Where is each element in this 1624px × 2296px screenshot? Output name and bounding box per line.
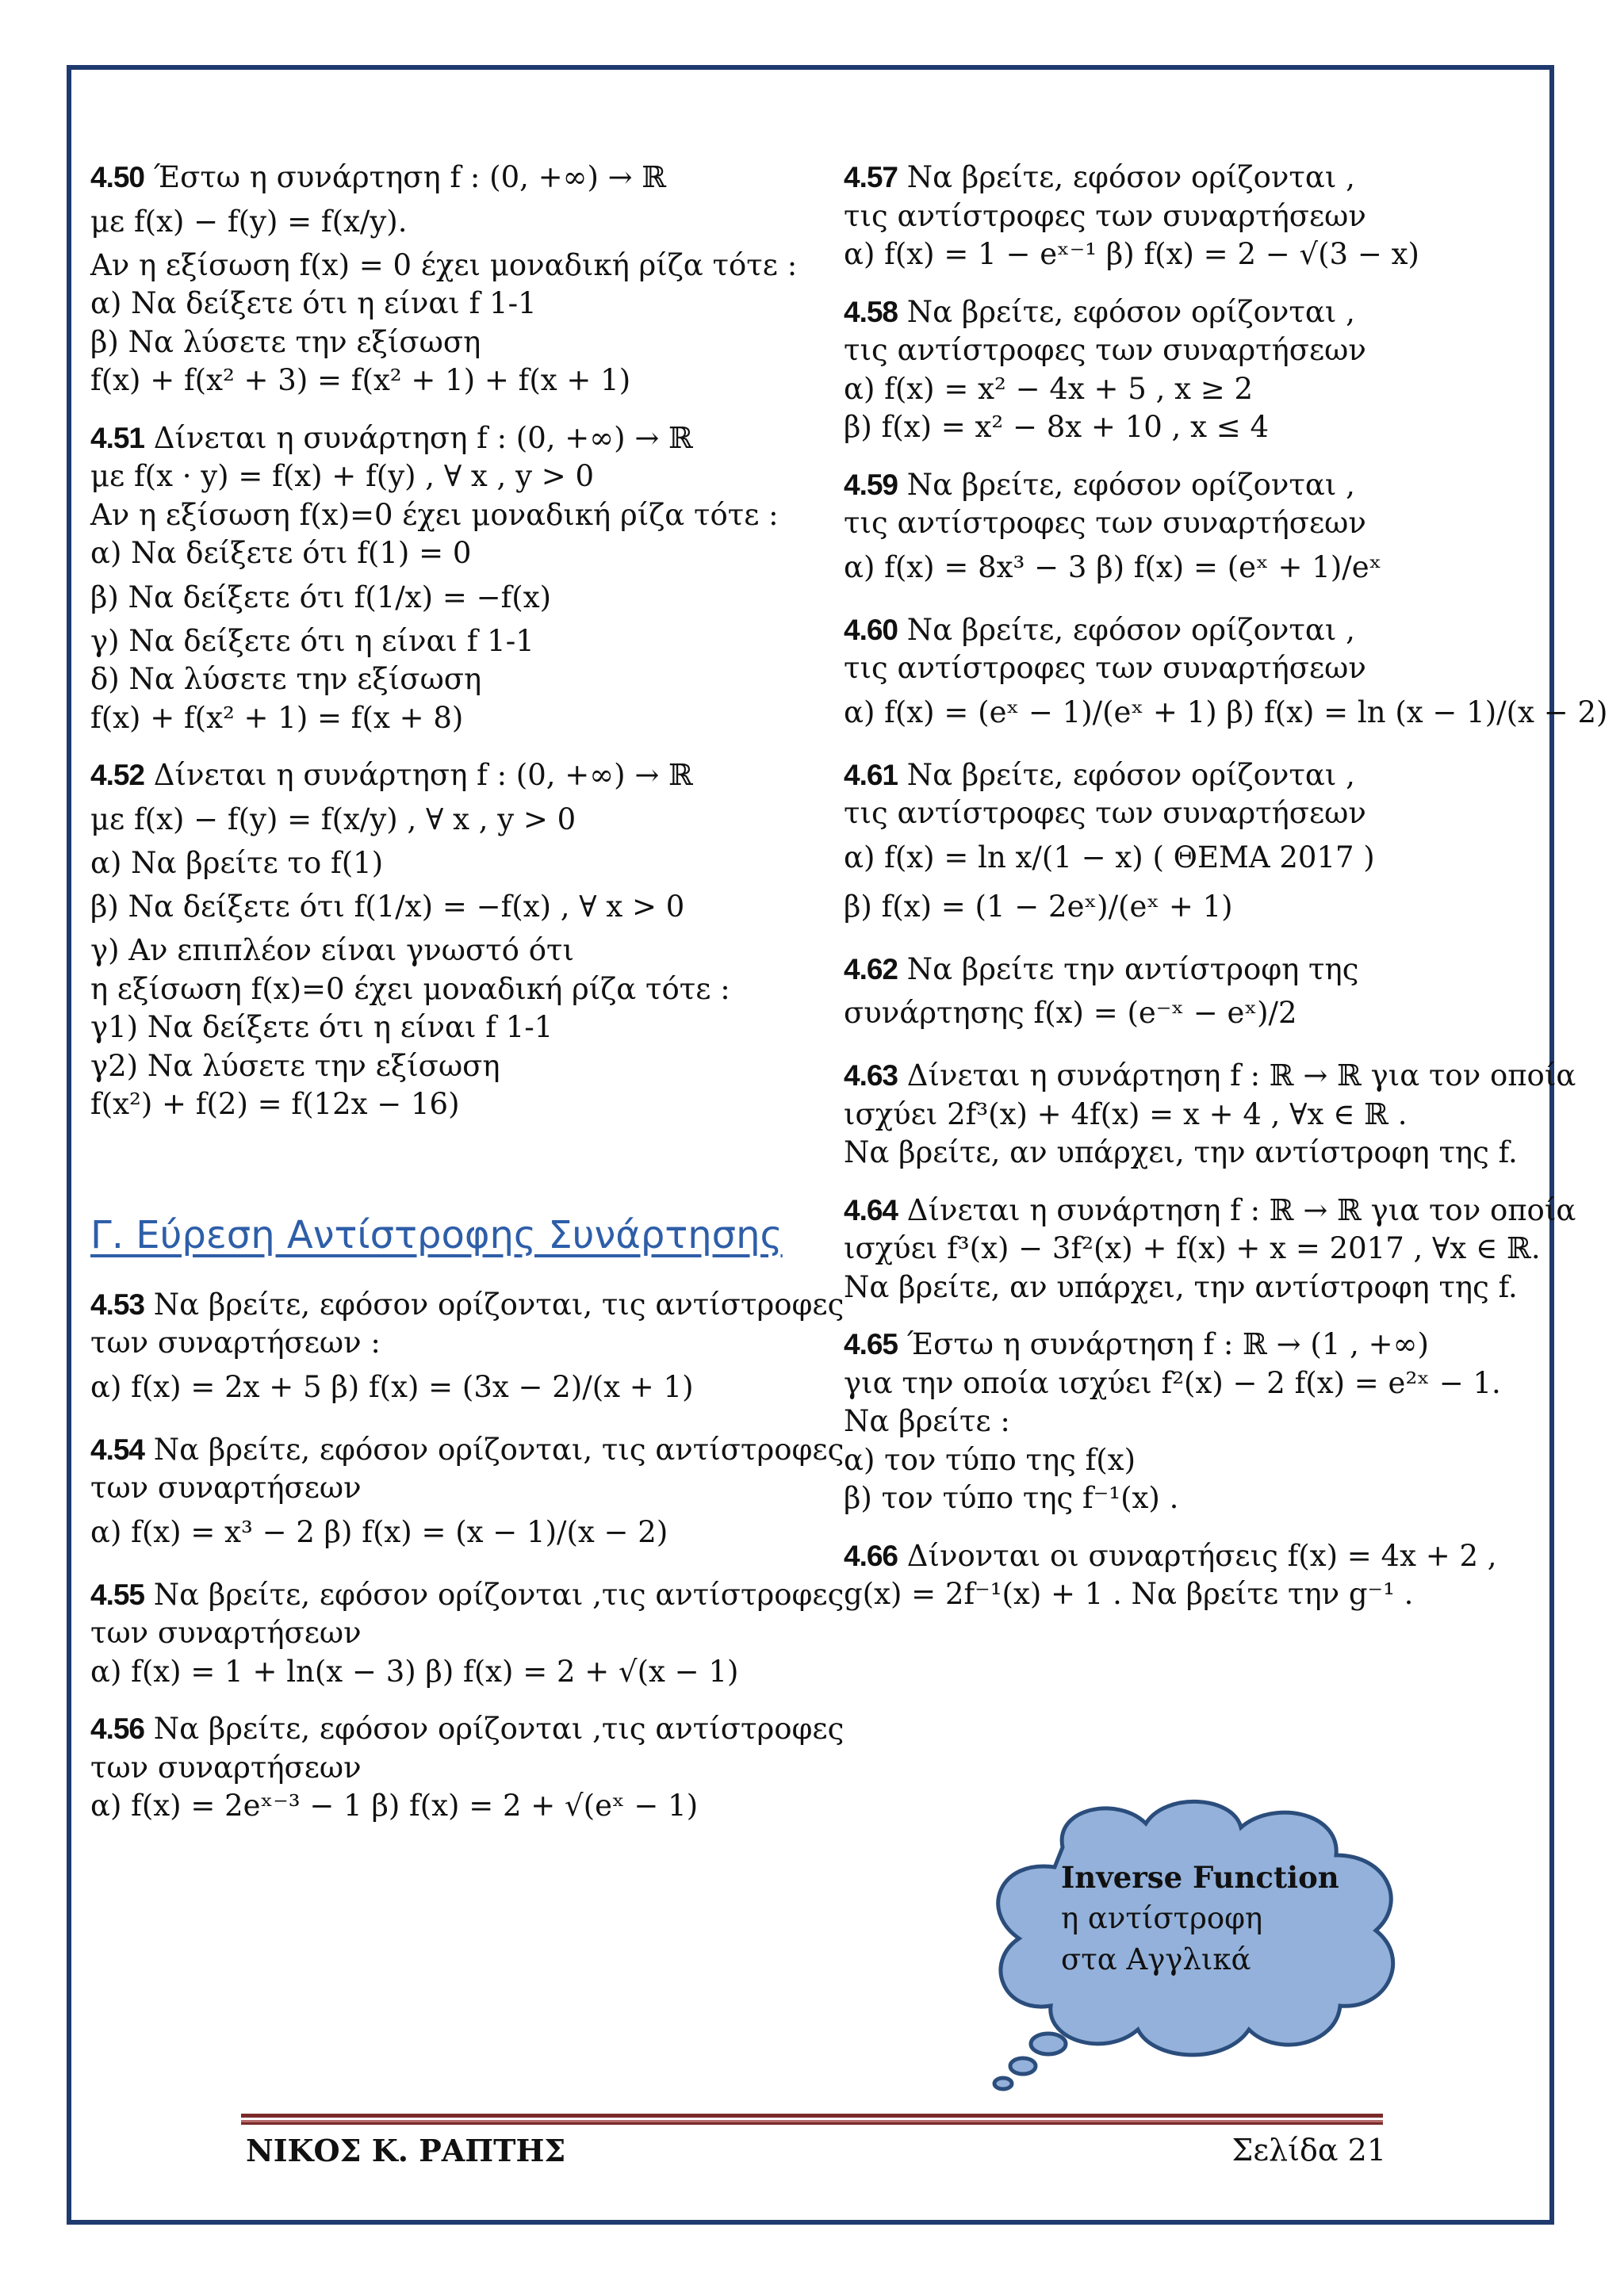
exercise-line: β) τον τύπο της f⁻¹(x) . (844, 1481, 1179, 1515)
exercise-line: α) f(x) = 1 + ln(x − 3) β) f(x) = 2 + √(x − 1) (90, 1654, 739, 1689)
exercise-line: g(x) = 2f⁻¹(x) + 1 . Να βρείτε την g⁻¹ . (844, 1577, 1414, 1611)
exercise-line: Αν η εξίσωση f(x) = 0 έχει μοναδική ρίζα τότε : (90, 247, 798, 282)
exercise-4-59 (844, 466, 1526, 592)
cloud-text (1061, 1857, 1339, 1980)
exercise-4-60 (844, 611, 1608, 737)
exercise-4-64 (844, 1192, 1576, 1307)
exercise-number: 4.66 (844, 1539, 898, 1572)
exercise-line: β) Να δείξετε ότι f(1/x) = −f(x) (90, 580, 552, 614)
exercise-line: για την οποία ισχύει f²(x) − 2 f(x) = e²ˣ − 1. (844, 1365, 1501, 1400)
exercise-4-54 (90, 1431, 845, 1557)
exercise-4-56 (90, 1710, 845, 1826)
exercise-4-57 (844, 159, 1526, 274)
exercise-line: τις αντίστροφες των συναρτήσεων (844, 198, 1366, 233)
exercise-line: η εξίσωση f(x)=0 έχει μοναδική ρίζα τότε : (90, 971, 730, 1006)
exercise-number: 4.65 (844, 1328, 898, 1360)
exercise-number: 4.62 (844, 952, 898, 985)
exercise-line: β) f(x) = (1 − 2eˣ)/(eˣ + 1) (844, 889, 1233, 924)
exercise-text: Έστω η συνάρτηση f : ℝ → (1 , +∞) (898, 1327, 1429, 1361)
exercise-line: α) f(x) = 2x + 5 β) f(x) = (3x − 2)/(x + 1) (90, 1369, 694, 1404)
exercise-text: Να βρείτε την αντίστροφη της (898, 951, 1359, 986)
exercise-line: των συναρτήσεων (90, 1471, 362, 1505)
exercise-line: α) f(x) = 1 − eˣ⁻¹ β) f(x) = 2 − √(3 − x) (844, 237, 1419, 271)
section-title: Γ. Εύρεση Αντίστροφης Συνάρτησης (90, 1212, 783, 1257)
exercise-line: α) Να βρείτε το f(1) (90, 845, 384, 880)
exercise-line: α) f(x) = ln x/(1 − x) ( ΘΕΜΑ 2017 ) (844, 840, 1375, 874)
exercise-line: β) Να λύσετε την εξίσωση (90, 324, 481, 359)
exercise-4-52 (90, 756, 804, 1124)
exercise-line: ισχύει 2f³(x) + 4f(x) = x + 4 , ∀x ∈ ℝ . (844, 1096, 1408, 1131)
exercise-number: 4.57 (844, 161, 898, 193)
exercise-line: γ2) Να λύσετε την εξίσωση (90, 1048, 500, 1083)
exercise-number: 4.51 (90, 421, 145, 454)
exercise-line: γ1) Να δείξετε ότι η είναι f 1-1 (90, 1010, 553, 1044)
exercise-line: με f(x · y) = f(x) + f(y) , ∀ x , y > 0 (90, 459, 595, 493)
exercise-number: 4.58 (844, 295, 898, 328)
footer-author: ΝΙΚΟΣ Κ. ΡΑΠΤΗΣ (246, 2133, 566, 2168)
exercise-text: Να βρείτε, εφόσον ορίζονται ,τις αντίστροφες (144, 1712, 845, 1746)
exercise-line: με f(x) − f(y) = f(x/y). (90, 204, 408, 239)
exercise-text: Να βρείτε, εφόσον ορίζονται , (898, 757, 1355, 792)
exercise-number: 4.61 (844, 758, 898, 791)
exercise-4-50 (90, 159, 804, 400)
exercise-line: των συναρτήσεων (90, 1616, 362, 1650)
footer-page-number: Σελίδα 21 (1231, 2133, 1386, 2168)
exercise-line: f(x) + f(x² + 1) = f(x + 8) (90, 700, 464, 735)
exercise-line: f(x²) + f(2) = f(12x − 16) (90, 1087, 460, 1121)
exercise-line: τις αντίστροφες των συναρτήσεων (844, 796, 1366, 830)
exercise-line: με f(x) − f(y) = f(x/y) , ∀ x , y > 0 (90, 802, 576, 836)
exercise-number: 4.55 (90, 1578, 145, 1611)
footer-divider (241, 2114, 1383, 2125)
cloud-line: η αντίστροφη (1061, 1901, 1263, 1935)
exercise-4-62 (844, 951, 1526, 1039)
exercise-text: Δίνονται οι συναρτήσεις f(x) = 4x + 2 , (898, 1538, 1497, 1573)
exercise-line: Να βρείτε : (844, 1404, 1010, 1438)
exercise-line: Να βρείτε, αν υπάρχει, την αντίστροφη της f. (844, 1135, 1518, 1169)
exercise-line: τις αντίστροφες των συναρτήσεων (844, 506, 1366, 540)
left-column (90, 159, 845, 1845)
exercise-number: 4.56 (90, 1712, 145, 1745)
exercise-4-65 (844, 1326, 1526, 1518)
exercise-text: Να βρείτε, εφόσον ορίζονται ,τις αντίστροφες (144, 1577, 845, 1612)
exercise-line: β) Να δείξετε ότι f(1/x) = −f(x) , ∀ x > 0 (90, 890, 685, 924)
exercise-number: 4.64 (844, 1193, 898, 1226)
exercise-line: β) f(x) = x² − 8x + 10 , x ≤ 4 (844, 410, 1269, 444)
exercise-text: Δίνεται η συνάρτηση f : (0, +∞) → ℝ (144, 758, 693, 792)
exercise-number: 4.60 (844, 613, 898, 646)
exercise-4-58 (844, 293, 1526, 447)
exercise-4-66 (844, 1537, 1526, 1614)
exercise-line: α) f(x) = 8x³ − 3 β) f(x) = (eˣ + 1)/eˣ (844, 549, 1382, 584)
exercise-text: Να βρείτε, εφόσον ορίζονται, τις αντίστροφες (144, 1287, 845, 1322)
exercise-line: α) τον τύπο της f(x) (844, 1442, 1136, 1477)
exercise-number: 4.54 (90, 1433, 145, 1466)
exercise-text: Έστω η συνάρτηση f : (0, +∞) → ℝ (144, 160, 667, 194)
exercise-line: Να βρείτε, αν υπάρχει, την αντίστροφη της f. (844, 1269, 1518, 1304)
exercise-line: f(x) + f(x² + 3) = f(x² + 1) + f(x + 1) (90, 363, 631, 397)
right-column (844, 159, 1608, 1633)
exercise-text: Να βρείτε, εφόσον ορίζονται , (898, 612, 1355, 647)
exercise-line: Αν η εξίσωση f(x)=0 έχει μοναδική ρίζα τότε : (90, 497, 779, 532)
exercise-line: γ) Να δείξετε ότι η είναι f 1-1 (90, 623, 534, 658)
exercise-4-51 (90, 419, 804, 738)
cloud-line-english: Inverse Function (1061, 1860, 1339, 1895)
exercise-text: Δίνεται η συνάρτηση f : (0, +∞) → ℝ (144, 420, 693, 455)
exercise-4-55 (90, 1576, 845, 1692)
exercise-line: τις αντίστροφες των συναρτήσεων (844, 651, 1366, 685)
exercise-text: Να βρείτε, εφόσον ορίζονται , (898, 294, 1355, 329)
exercise-4-63 (844, 1057, 1576, 1173)
exercise-number: 4.50 (90, 161, 145, 193)
exercise-line: δ) Να λύσετε την εξίσωση (90, 662, 482, 696)
exercise-line: τις αντίστροφες των συναρτήσεων (844, 333, 1366, 367)
exercise-text: Να βρείτε, εφόσον ορίζονται , (898, 467, 1355, 502)
exercise-number: 4.52 (90, 759, 145, 791)
exercise-number: 4.63 (844, 1059, 898, 1092)
exercise-number: 4.59 (844, 468, 898, 501)
exercise-line: α) f(x) = 2eˣ⁻³ − 1 β) f(x) = 2 + √(eˣ − 1) (90, 1789, 699, 1823)
exercise-text: Δίνεται η συνάρτηση f : ℝ → ℝ για τον οποία (898, 1058, 1576, 1093)
exercise-text: Δίνεται η συνάρτηση f : ℝ → ℝ για τον οποία (898, 1192, 1576, 1227)
exercise-number: 4.53 (90, 1288, 145, 1321)
exercise-line: ισχύει f³(x) − 3f²(x) + f(x) + x = 2017 , ∀x ∈ ℝ. (844, 1231, 1541, 1265)
exercise-text: Να βρείτε, εφόσον ορίζονται, τις αντίστροφες (144, 1432, 845, 1467)
exercise-line: α) f(x) = x² − 4x + 5 , x ≥ 2 (844, 371, 1254, 406)
exercise-4-61 (844, 756, 1526, 932)
exercise-line: γ) Αν επιπλέον είναι γνωστό ότι (90, 933, 574, 967)
exercise-line: α) f(x) = x³ − 2 β) f(x) = (x − 1)/(x − 2) (90, 1514, 668, 1549)
exercise-line: α) Να δείξετε ότι f(1) = 0 (90, 536, 472, 570)
exercise-text: Να βρείτε, εφόσον ορίζονται , (898, 160, 1355, 194)
exercise-line: των συναρτήσεων : (90, 1326, 381, 1360)
exercise-line: α) f(x) = (eˣ − 1)/(eˣ + 1) β) f(x) = ln (x − 1)/(x − 2) (844, 695, 1608, 729)
exercise-line: των συναρτήσεων (90, 1750, 362, 1785)
exercise-4-53 (90, 1286, 845, 1412)
exercise-line: συνάρτησης f(x) = (e⁻ˣ − eˣ)/2 (844, 996, 1297, 1030)
cloud-line: στα Αγγλικά (1061, 1942, 1251, 1976)
exercise-line: α) Να δείξετε ότι η είναι f 1-1 (90, 286, 537, 320)
